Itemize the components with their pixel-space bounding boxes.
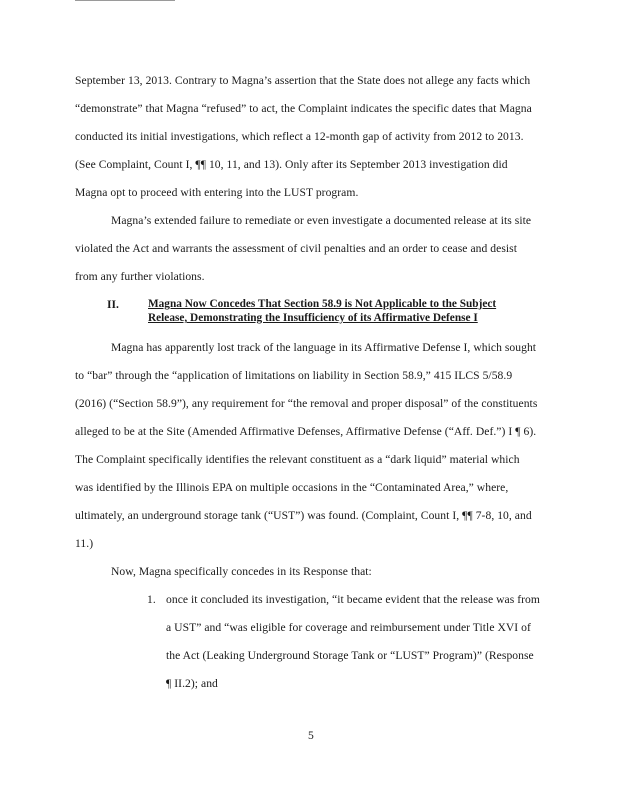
paragraph-2-line-1: Magna’s extended failure to remediate or even investigate a documented release at its site [111,214,532,227]
list-item-line-1: once it concluded its investigation, “it became evident that the release was from [166,593,540,606]
list-item-line-2: a UST” and “was eligible for coverage and reimbursement under Title XVI of [166,621,531,634]
paragraph-3-line-8: 11.) [75,537,94,550]
paragraph-2-line-2: violated the Act and warrants the assessment of civil penalties and an order to cease and desist [75,242,517,255]
paragraph-2-line-3: from any further violations. [75,270,205,283]
paragraph-3-line-7: ultimately, an underground storage tank (“UST”) was found. (Complaint, Count I, ¶¶ 7-8, 10, and [75,509,532,522]
section-heading-line-2: Release, Demonstrating the Insufficiency of its Affirmative Defense I [148,312,478,324]
paragraph-3-line-2: to “bar” through the “application of limitations on liability in Section 58.9,” 415 ILCS 5/58.9 [75,369,513,382]
scan-artifact-line [75,0,175,1]
list-item-line-4: ¶ II.2); and [166,677,218,690]
paragraph-3-line-1: Magna has apparently lost track of the language in its Affirmative Defense I, which sought [111,341,537,354]
section-number: II. [107,298,119,311]
paragraph-1-line-2: “demonstrate” that Magna “refused” to act, the Complaint indicates the specific dates that Magna [75,102,532,115]
list-item-line-3: the Act (Leaking Underground Storage Tank or “LUST” Program)” (Response [166,649,534,662]
paragraph-4: Now, Magna specifically concedes in its Response that: [111,565,372,578]
section-heading-line-1: Magna Now Concedes That Section 58.9 is Not Applicable to the Subject [148,298,497,310]
paragraph-3-line-4: alleged to be at the Site (Amended Affirmative Defenses, Affirmative Defense (“Aff. Def.”) I ¶ 6). [75,425,537,438]
paragraph-1-line-5: Magna opt to proceed with entering into the LUST program. [75,186,359,199]
paragraph-1-line-3: conducted its initial investigations, which reflect a 12-month gap of activity from 2012 to 2013. [75,130,524,143]
paragraph-3-line-3: (2016) (“Section 58.9”), any requirement for “the removal and proper disposal” of the constituents [75,397,538,410]
list-item-marker: 1. [147,593,156,606]
paragraph-3-line-6: was identified by the Illinois EPA on multiple occasions in the “Contaminated Area,” where, [75,481,509,494]
paragraph-1-line-4: (See Complaint, Count I, ¶¶ 10, 11, and 13). Only after its September 2013 investigation did [75,158,508,171]
page-number: 5 [308,729,314,742]
paragraph-1-line-1: September 13, 2013. Contrary to Magna’s assertion that the State does not allege any facts which [75,74,531,87]
paragraph-3-line-5: The Complaint specifically identifies the relevant constituent as a “dark liquid” material which [75,453,520,466]
